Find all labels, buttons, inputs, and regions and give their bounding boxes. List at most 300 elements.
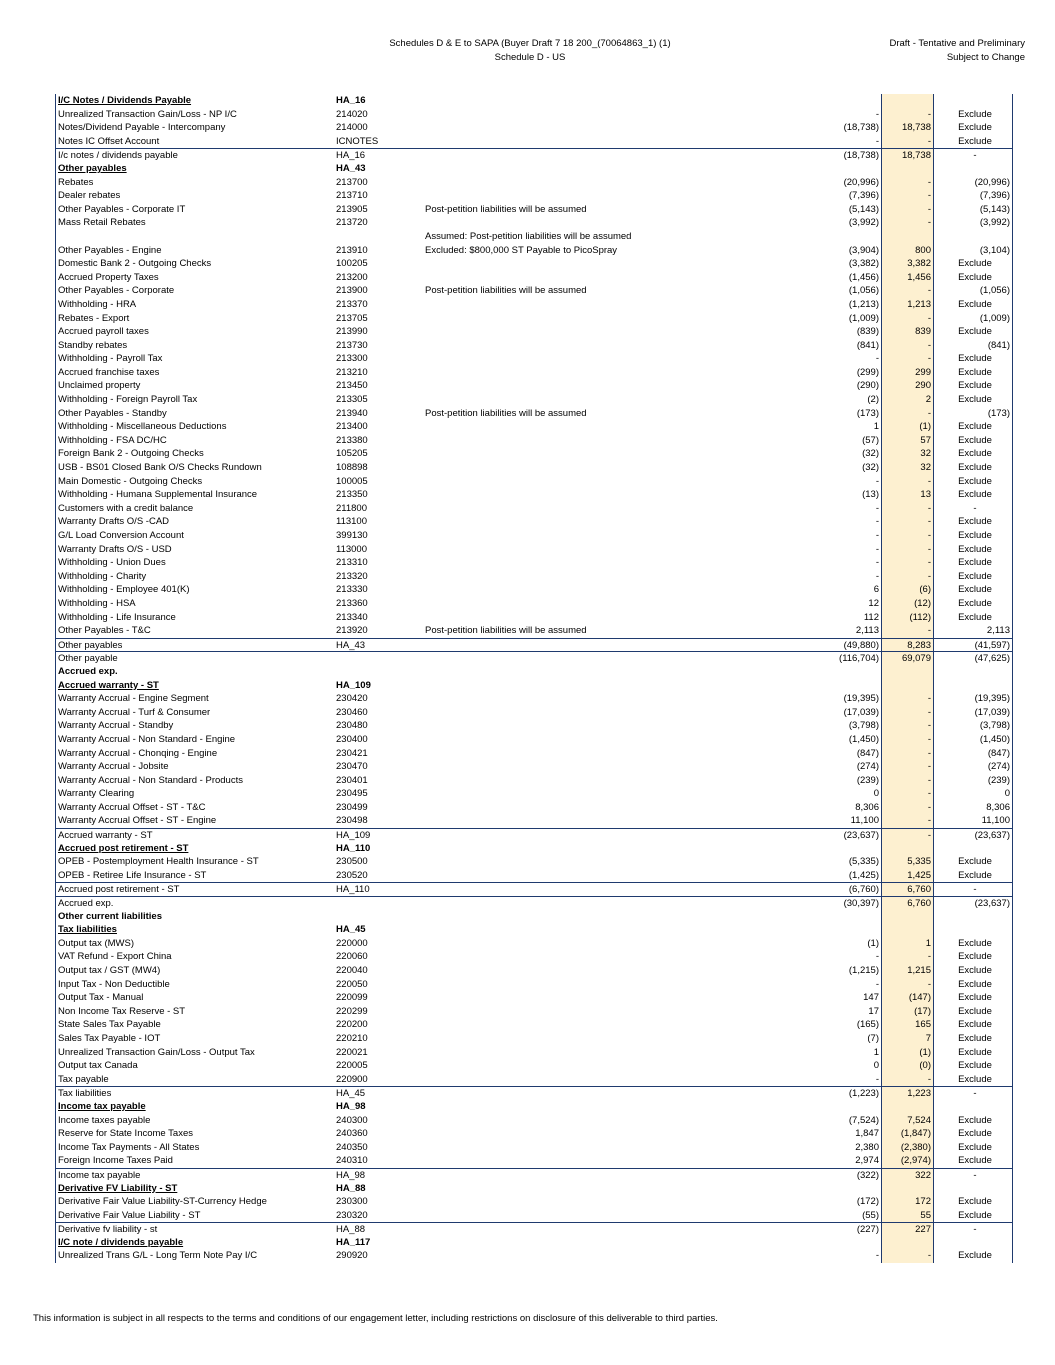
treatment-note: Post-petition liabilities will be assumed bbox=[425, 203, 587, 215]
account-name: State Sales Tax Payable bbox=[58, 1019, 161, 1031]
balance-value: 0 bbox=[873, 788, 879, 800]
account-code: 220000 bbox=[336, 937, 368, 949]
assumed-value: Exclude bbox=[958, 258, 992, 270]
balance-value: (1,456) bbox=[848, 271, 879, 283]
account-code: 240350 bbox=[336, 1141, 368, 1153]
draft-status-line2: Subject to Change bbox=[946, 52, 1025, 63]
assumed-value: 8,306 bbox=[986, 801, 1010, 813]
adjustment-value: 8,283 bbox=[907, 639, 931, 651]
adjustment-value: - bbox=[927, 570, 931, 582]
adjustment-value: (147) bbox=[908, 992, 931, 1004]
assumed-value: Exclude bbox=[958, 326, 992, 338]
adjustment-value: 13 bbox=[920, 489, 931, 501]
account-code: 230520 bbox=[336, 869, 368, 881]
adjustment-value: - bbox=[927, 475, 931, 487]
balance-value: - bbox=[875, 502, 879, 514]
account-code: 213370 bbox=[336, 298, 368, 310]
account-code: 220005 bbox=[336, 1060, 368, 1072]
table-row bbox=[55, 230, 1013, 244]
adjustment-value: - bbox=[927, 747, 931, 759]
account-name: Accrued warranty - ST bbox=[58, 830, 153, 842]
assumed-value: Exclude bbox=[958, 1005, 992, 1017]
adjustment-value: 322 bbox=[915, 1169, 931, 1181]
table-row bbox=[55, 774, 1013, 788]
table-row bbox=[55, 801, 1013, 815]
account-name: Notes IC Offset Account bbox=[58, 135, 160, 147]
adjustment-value: 18,738 bbox=[901, 150, 931, 162]
adjustment-value: - bbox=[927, 557, 931, 569]
account-code: 213350 bbox=[336, 489, 368, 501]
account-name: Withholding - Life Insurance bbox=[58, 611, 176, 623]
table-row bbox=[55, 176, 1013, 190]
assumed-value: (47,625) bbox=[974, 653, 1010, 665]
account-name: Derivative Fair Value Liability-ST-Currency Hedge bbox=[58, 1196, 267, 1208]
treatment-note: Post-petition liabilities will be assumed bbox=[425, 407, 587, 419]
assumed-value: Exclude bbox=[958, 530, 992, 541]
adjustment-value: 1,213 bbox=[907, 298, 931, 310]
table-row bbox=[55, 760, 1013, 774]
adjustment-value: (17) bbox=[914, 1005, 931, 1017]
account-code: 290920 bbox=[336, 1250, 368, 1262]
assumed-value: Exclude bbox=[958, 394, 992, 406]
adjustment-value: 1,456 bbox=[907, 271, 931, 283]
subtotal-row bbox=[55, 148, 1013, 162]
account-code: HA_43 bbox=[336, 162, 366, 174]
adjustment-value: - bbox=[927, 625, 931, 637]
adjustment-value: - bbox=[927, 108, 931, 120]
account-name: Withholding - Foreign Payroll Tax bbox=[58, 394, 198, 406]
account-code: 230470 bbox=[336, 761, 368, 773]
balance-value: (17,039) bbox=[843, 706, 879, 718]
table-row bbox=[55, 747, 1013, 761]
assumed-value: Exclude bbox=[958, 1196, 992, 1208]
table-row bbox=[55, 978, 1013, 992]
balance-value: (55) bbox=[862, 1209, 879, 1221]
account-code: HA_45 bbox=[336, 924, 366, 936]
account-code: HA_110 bbox=[336, 842, 371, 854]
assumed-value: - bbox=[973, 1169, 977, 1181]
report-subtitle: Schedule D - US bbox=[494, 52, 566, 63]
account-code: 113100 bbox=[336, 516, 367, 528]
assumed-value: - bbox=[973, 150, 977, 162]
account-name: OPEB - Retiree Life Insurance - ST bbox=[58, 869, 207, 881]
table-row bbox=[55, 257, 1013, 271]
account-name: Other Payables - Standby bbox=[58, 407, 167, 419]
adjustment-value: 32 bbox=[920, 448, 931, 460]
adjustment-value: (1) bbox=[919, 1046, 931, 1058]
adjustment-value: - bbox=[927, 693, 931, 705]
table-row bbox=[55, 1032, 1013, 1046]
assumed-value: Exclude bbox=[958, 856, 992, 868]
balance-value: 147 bbox=[863, 992, 879, 1004]
balance-value: 2,113 bbox=[855, 625, 879, 637]
account-code: 230300 bbox=[336, 1196, 368, 1208]
account-name: Other payables bbox=[58, 162, 127, 174]
balance-value: - bbox=[875, 951, 879, 963]
balance-value: (1,213) bbox=[848, 298, 879, 310]
account-name: Accrued exp. bbox=[58, 898, 114, 910]
account-name: Other current liabilities bbox=[58, 910, 162, 922]
adjustment-value: - bbox=[927, 761, 931, 773]
account-name: Withholding - Employee 401(K) bbox=[58, 584, 190, 596]
table-row bbox=[55, 624, 1013, 638]
assumed-value: Exclude bbox=[958, 1250, 992, 1262]
section-header-row bbox=[55, 1100, 1013, 1114]
table-row bbox=[55, 1059, 1013, 1073]
adjustment-value: - bbox=[927, 135, 931, 147]
account-code: 230401 bbox=[336, 774, 368, 786]
section-header-row bbox=[55, 665, 1013, 679]
account-name: Warranty Drafts O/S -CAD bbox=[58, 516, 170, 528]
balance-value: (18,738) bbox=[843, 122, 879, 134]
account-code: 240310 bbox=[336, 1155, 368, 1167]
balance-value: (3,992) bbox=[848, 217, 879, 229]
adjustment-value: - bbox=[927, 801, 931, 813]
account-name: Accrued post retirement - ST bbox=[58, 842, 189, 854]
adjustment-value: 6,760 bbox=[907, 898, 931, 910]
table-row bbox=[55, 1195, 1013, 1209]
table-row bbox=[55, 937, 1013, 951]
treatment-note: Excluded: $800,000 ST Payable to PicoSpray bbox=[425, 244, 618, 256]
balance-value: (116,704) bbox=[839, 653, 879, 665]
account-code: 213900 bbox=[336, 285, 368, 297]
table-row bbox=[55, 1005, 1013, 1019]
account-code: 220210 bbox=[336, 1032, 368, 1044]
account-code: 213360 bbox=[336, 597, 368, 609]
section-header-row bbox=[55, 842, 1013, 856]
balance-value: 2,380 bbox=[855, 1141, 879, 1153]
adjustment-value: - bbox=[927, 830, 931, 842]
table-row bbox=[55, 1141, 1013, 1155]
section-header-row bbox=[55, 1182, 1013, 1196]
table-row bbox=[55, 203, 1013, 217]
account-name: Withholding - FSA DC/HC bbox=[58, 434, 167, 446]
balance-value: (1,056) bbox=[848, 285, 879, 297]
assumed-value: (3,992) bbox=[979, 217, 1010, 229]
account-name: Withholding - Payroll Tax bbox=[58, 353, 163, 365]
adjustment-value: 55 bbox=[920, 1209, 931, 1221]
account-code: 211800 bbox=[336, 502, 367, 514]
adjustment-value: (2,380) bbox=[900, 1141, 931, 1153]
assumed-value: Exclude bbox=[958, 1128, 992, 1140]
table-row bbox=[55, 814, 1013, 828]
assumed-value: Exclude bbox=[958, 611, 992, 623]
adjustment-value: - bbox=[927, 788, 931, 800]
assumed-value: Exclude bbox=[958, 1046, 992, 1058]
balance-value: - bbox=[875, 353, 879, 365]
account-name: Tax payable bbox=[58, 1073, 109, 1085]
assumed-value: (239) bbox=[987, 774, 1010, 786]
account-name: G/L Load Conversion Account bbox=[58, 530, 184, 541]
account-code: 213730 bbox=[336, 339, 368, 351]
table-row bbox=[55, 379, 1013, 393]
table-row bbox=[55, 1114, 1013, 1128]
table-row bbox=[55, 1154, 1013, 1168]
assumed-value: - bbox=[973, 1088, 977, 1100]
balance-value: (165) bbox=[856, 1019, 879, 1031]
adjustment-value: 290 bbox=[915, 380, 931, 392]
account-name: Domestic Bank 2 - Outgoing Checks bbox=[58, 258, 212, 270]
table-row bbox=[55, 366, 1013, 380]
account-name: Accrued payroll taxes bbox=[58, 326, 149, 338]
assumed-value: - bbox=[973, 884, 977, 896]
adjustment-value: 32 bbox=[920, 462, 931, 474]
assumed-value: 11,100 bbox=[981, 815, 1010, 827]
section-header-row bbox=[55, 94, 1013, 108]
assumed-value: Exclude bbox=[958, 1019, 992, 1031]
assumed-value: Exclude bbox=[958, 1209, 992, 1221]
account-name: Accrued exp. bbox=[58, 665, 118, 677]
account-name: Output tax (MWS) bbox=[58, 937, 135, 949]
account-code: 230460 bbox=[336, 706, 368, 718]
subtotal-row bbox=[55, 1086, 1013, 1100]
account-code: 213380 bbox=[336, 434, 368, 446]
account-name: Rebates - Export bbox=[58, 312, 130, 324]
account-name: Warranty Accrual - Turf & Consumer bbox=[58, 706, 211, 718]
balance-value: - bbox=[875, 516, 879, 528]
balance-value: - bbox=[875, 475, 879, 487]
balance-value: 1,847 bbox=[855, 1128, 879, 1140]
balance-value: (5,335) bbox=[848, 856, 879, 868]
adjustment-value: - bbox=[927, 176, 931, 188]
assumed-value: Exclude bbox=[958, 1060, 992, 1072]
assumed-value: Exclude bbox=[958, 978, 992, 990]
adjustment-value: - bbox=[927, 502, 931, 514]
account-code: 220021 bbox=[336, 1046, 368, 1058]
balance-value: 2,974 bbox=[855, 1155, 879, 1167]
assumed-value: Exclude bbox=[958, 421, 992, 433]
account-name: Unrealized Trans G/L - Long Term Note Pay I/C bbox=[58, 1250, 258, 1262]
assumed-value: Exclude bbox=[958, 353, 992, 365]
balance-value: (274) bbox=[856, 761, 879, 773]
balance-value: - bbox=[875, 135, 879, 147]
adjustment-value: - bbox=[927, 774, 931, 786]
table-row bbox=[55, 719, 1013, 733]
table-row bbox=[55, 325, 1013, 339]
assumed-value: (7,396) bbox=[979, 190, 1010, 202]
adjustment-value: - bbox=[927, 543, 931, 555]
account-code: 213910 bbox=[336, 244, 368, 256]
account-name: I/C note / dividends payable bbox=[58, 1236, 184, 1248]
balance-value: (3,904) bbox=[848, 244, 879, 256]
adjustment-value: - bbox=[927, 190, 931, 202]
account-name: I/C Notes / Dividends Payable bbox=[58, 95, 192, 106]
balance-value: (1,223) bbox=[848, 1088, 879, 1100]
account-name: Derivative fv liability - st bbox=[58, 1224, 158, 1236]
adjustment-value: 18,738 bbox=[901, 122, 931, 134]
account-name: VAT Refund - Export China bbox=[58, 951, 172, 963]
table-row bbox=[55, 284, 1013, 298]
balance-value: 8,306 bbox=[855, 801, 879, 813]
account-code: 105205 bbox=[336, 448, 368, 460]
section-header-row bbox=[55, 1236, 1013, 1250]
account-code: 213400 bbox=[336, 421, 368, 433]
balance-value: (7,524) bbox=[848, 1114, 879, 1126]
account-code: HA_16 bbox=[336, 150, 366, 162]
assumed-value: - bbox=[973, 502, 977, 514]
account-code: 220040 bbox=[336, 965, 368, 976]
table-row bbox=[55, 407, 1013, 421]
account-code: 220050 bbox=[336, 978, 368, 990]
balance-value: (1,009) bbox=[848, 312, 879, 324]
balance-value: (290) bbox=[856, 380, 879, 392]
adjustment-value: - bbox=[927, 353, 931, 365]
table-row bbox=[55, 597, 1013, 611]
balance-value: (841) bbox=[856, 339, 879, 351]
account-name: Income taxes payable bbox=[58, 1114, 151, 1126]
assumed-value: Exclude bbox=[958, 380, 992, 392]
table-row bbox=[55, 312, 1013, 326]
assumed-value: Exclude bbox=[958, 1114, 992, 1126]
balance-value: (20,996) bbox=[843, 176, 879, 188]
account-code: 220099 bbox=[336, 992, 368, 1004]
balance-value: - bbox=[875, 108, 879, 120]
account-code: 213340 bbox=[336, 611, 368, 623]
account-name: Sales Tax Payable - IOT bbox=[58, 1032, 161, 1044]
adjustment-value: 69,079 bbox=[901, 653, 931, 665]
balance-value: (30,397) bbox=[843, 898, 879, 910]
table-row bbox=[55, 570, 1013, 584]
account-code: HA_98 bbox=[336, 1100, 366, 1112]
account-name: Withholding - Humana Supplemental Insurance bbox=[58, 489, 258, 501]
assumed-value: Exclude bbox=[958, 869, 992, 881]
account-code: 399130 bbox=[336, 530, 368, 541]
assumed-value: - bbox=[973, 1224, 977, 1236]
adjustment-value: - bbox=[927, 951, 931, 963]
balance-value: (299) bbox=[856, 366, 879, 378]
table-row bbox=[55, 339, 1013, 353]
assumed-value: (17,039) bbox=[974, 706, 1010, 718]
assumed-value: (1,009) bbox=[979, 312, 1010, 324]
account-name: Other Payables - Corporate IT bbox=[58, 203, 186, 215]
adjustment-value: - bbox=[927, 720, 931, 732]
adjustment-value: 227 bbox=[915, 1224, 931, 1236]
balance-value: (19,395) bbox=[843, 693, 879, 705]
account-code: 213705 bbox=[336, 312, 368, 324]
treatment-note: Post-petition liabilities will be assumed bbox=[425, 285, 587, 297]
account-name: Rebates bbox=[58, 176, 94, 188]
assumed-value: (3,798) bbox=[979, 720, 1010, 732]
account-name: I/c notes / dividends payable bbox=[58, 150, 178, 162]
table-row bbox=[55, 271, 1013, 285]
adjustment-value: (1) bbox=[919, 421, 931, 433]
account-code: 220900 bbox=[336, 1073, 368, 1085]
account-code: ICNOTES bbox=[336, 135, 379, 147]
adjustment-value: (12) bbox=[914, 597, 931, 609]
account-code: 213310 bbox=[336, 557, 368, 569]
assumed-value: Exclude bbox=[958, 516, 992, 528]
table-row bbox=[55, 488, 1013, 502]
table-row bbox=[55, 189, 1013, 203]
account-code: 213905 bbox=[336, 203, 368, 215]
table-row bbox=[55, 420, 1013, 434]
account-name: USB - BS01 Closed Bank O/S Checks Rundown bbox=[58, 462, 262, 474]
balance-value: 11,100 bbox=[850, 815, 879, 827]
table-row bbox=[55, 1018, 1013, 1032]
balance-value: (49,880) bbox=[843, 639, 879, 651]
adjustment-value: - bbox=[927, 407, 931, 419]
assumed-value: (274) bbox=[987, 761, 1010, 773]
assumed-value: Exclude bbox=[958, 1155, 992, 1167]
assumed-value: (847) bbox=[987, 747, 1010, 759]
adjustment-value: (0) bbox=[919, 1060, 931, 1072]
adjustment-value: 3,382 bbox=[907, 258, 931, 270]
account-name: Income tax payable bbox=[58, 1169, 141, 1181]
table-row bbox=[55, 543, 1013, 557]
account-code: 220299 bbox=[336, 1005, 368, 1017]
adjustment-value: 1,223 bbox=[907, 1088, 931, 1100]
account-code: HA_88 bbox=[336, 1182, 366, 1194]
adjustment-value: 57 bbox=[920, 434, 931, 446]
account-name: Foreign Income Taxes Paid bbox=[58, 1155, 173, 1167]
account-code: HA_98 bbox=[336, 1169, 366, 1181]
assumed-value: Exclude bbox=[958, 951, 992, 963]
balance-value: (227) bbox=[856, 1224, 879, 1236]
footer-disclaimer: This information is subject in all respects to the terms and conditions of our engagement letter, including restrictions on disclosure of this deliverable to third parties. bbox=[33, 1313, 718, 1324]
balance-value: 112 bbox=[863, 611, 879, 623]
account-code: HA_43 bbox=[336, 639, 366, 651]
adjustment-value: - bbox=[927, 217, 931, 229]
table-row bbox=[55, 733, 1013, 747]
account-name: Reserve for State Income Taxes bbox=[58, 1128, 193, 1140]
account-name: Output Tax - Manual bbox=[58, 992, 144, 1004]
account-name: Income tax payable bbox=[58, 1100, 146, 1112]
account-name: Warranty Accrual - Standby bbox=[58, 720, 174, 732]
assumed-value: Exclude bbox=[958, 543, 992, 555]
account-code: 230400 bbox=[336, 733, 368, 745]
balance-value: (239) bbox=[856, 774, 879, 786]
assumed-value: Exclude bbox=[958, 434, 992, 446]
balance-value: (18,738) bbox=[843, 150, 879, 162]
balance-value: 1 bbox=[873, 1046, 879, 1058]
account-code: HA_88 bbox=[336, 1224, 366, 1236]
account-code: 213300 bbox=[336, 353, 368, 365]
account-name: Main Domestic - Outgoing Checks bbox=[58, 475, 203, 487]
account-name: Customers with a credit balance bbox=[58, 502, 194, 514]
assumed-value: 2,113 bbox=[986, 625, 1010, 637]
account-name: Unclaimed property bbox=[58, 380, 141, 392]
balance-value: - bbox=[875, 570, 879, 582]
table-row bbox=[55, 964, 1013, 978]
adjustment-value: - bbox=[927, 285, 931, 297]
account-code: HA_110 bbox=[336, 884, 370, 896]
account-code: 213990 bbox=[336, 326, 368, 338]
account-name: Warranty Clearing bbox=[58, 788, 135, 800]
adjustment-value: - bbox=[927, 815, 931, 827]
adjustment-value: - bbox=[927, 733, 931, 745]
account-name: Income Tax Payments - All States bbox=[58, 1141, 200, 1153]
table-row bbox=[55, 135, 1013, 149]
assumed-value: (1,450) bbox=[979, 733, 1010, 745]
balance-value: (7) bbox=[867, 1032, 879, 1044]
balance-value: (322) bbox=[856, 1169, 879, 1181]
assumed-value: 0 bbox=[1004, 788, 1010, 800]
account-name: Withholding - HSA bbox=[58, 597, 136, 609]
assumed-value: Exclude bbox=[958, 965, 992, 976]
table-row bbox=[55, 529, 1013, 543]
assumed-value: Exclude bbox=[958, 597, 992, 609]
account-code: 213305 bbox=[336, 394, 368, 406]
balance-value: - bbox=[875, 557, 879, 569]
subtotal-row bbox=[55, 896, 1013, 910]
account-name: Tax liabilities bbox=[58, 924, 117, 936]
assumed-value: (23,637) bbox=[974, 830, 1010, 842]
subtotal-row bbox=[55, 1168, 1013, 1182]
account-code: 230495 bbox=[336, 788, 368, 800]
table-row bbox=[55, 434, 1013, 448]
table-row bbox=[55, 787, 1013, 801]
draft-status-line1: Draft - Tentative and Preliminary bbox=[889, 38, 1025, 49]
